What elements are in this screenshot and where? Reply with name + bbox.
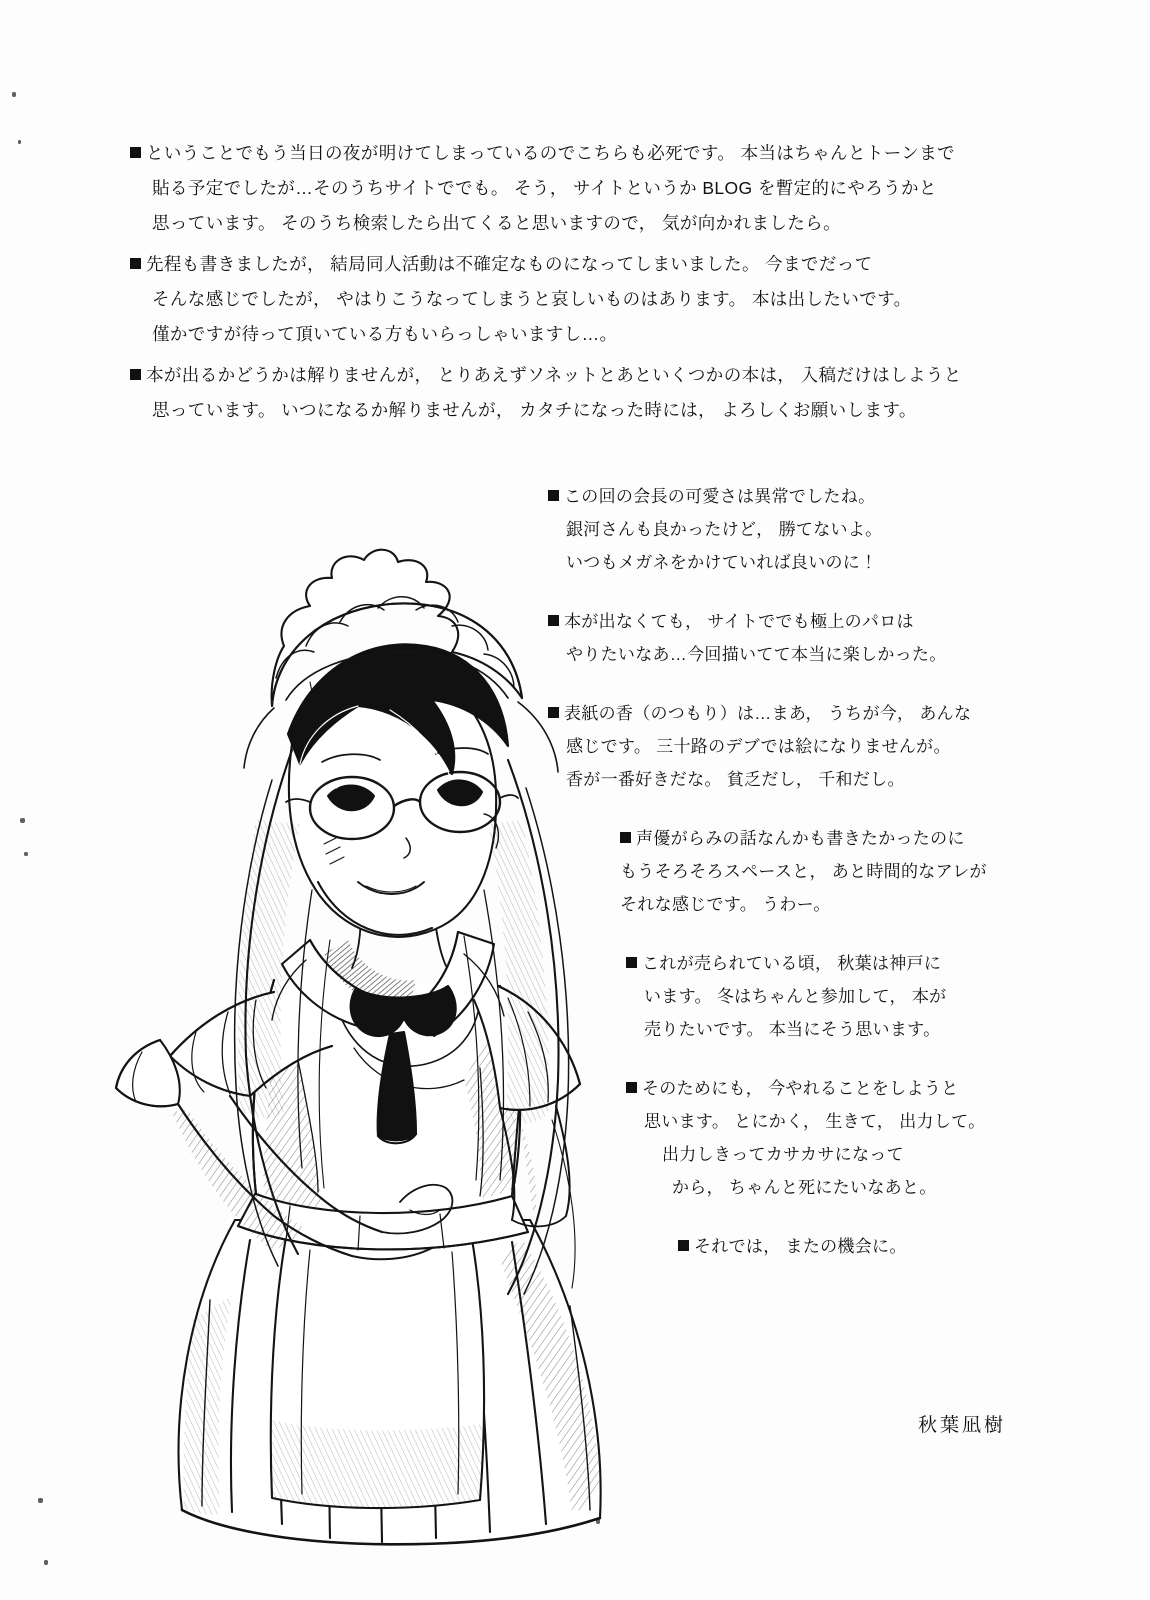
text-line: やりたいなあ…今回描いてて本当に楽しかった。 [566,645,947,664]
text-line: 思っています。 いつになるか解りませんが， カタチになった時には， よろしくお願いします。 [152,400,917,420]
text-line: から， ちゃんと死にたいなあと。 [672,1178,937,1197]
paragraph [548,605,1058,671]
text-line: 出力しきってカサカサになって [662,1145,904,1164]
text-line: います。 冬はちゃんと参加して， 本が [644,987,947,1006]
top-text-block [130,136,1030,434]
text-line: そのためにも， 今やれることをしようと [626,1072,1058,1105]
paragraph [548,1230,1058,1263]
author-signature: 秋葉凪樹 [918,1415,1007,1436]
scan-speck [44,1560,48,1565]
text-line: いつもメガネをかけていれば良いのに！ [566,553,878,572]
text-line: 銀河さんも良かったけど， 勝てないよ。 [566,520,883,539]
text-line: それな感じです。 うわー。 [620,895,831,914]
text-line: そんな感じでしたが， やはりこうなってしまうと哀しいものはあります。 本は出したいです。 [152,289,912,309]
text-line: もうそろそろスペースと， あと時間的なアレが [620,862,987,881]
paragraph [548,697,1058,796]
text-line: ということでもう当日の夜が明けてしまっているのでこちらも必死です。 本当はちゃんとトーンまで [130,136,1030,171]
scan-speck [24,852,28,856]
text-line: 声優がらみの話なんかも書きたかったのに [620,822,1058,855]
scan-speck [20,818,25,823]
paragraph [548,1072,1058,1204]
text-line: これが売られている頃， 秋葉は神戸に [626,947,1058,980]
paragraph [548,947,1058,1046]
text-line: それでは， またの機会に。 [678,1230,1058,1263]
text-line: 売りたいです。 本当にそう思います。 [644,1020,941,1039]
paragraph [548,480,1058,579]
text-line: 貼る予定でしたが…そのうちサイトででも。 そう， サイトというか BLOG を暫定的にやろうかと [152,178,937,198]
scan-speck [12,92,16,97]
scan-speck [18,140,21,144]
text-line: 思っています。 そのうち検索したら出てくると思いますので， 気が向かれましたら。 [152,213,841,233]
paragraph [548,822,1058,921]
text-line: 本が出るかどうかは解りませんが， とりあえずソネットとあといくつかの本は， 入稿だけはしようと [130,358,1030,393]
text-line: 感じです。 三十路のデブでは絵になりませんが。 [566,737,951,756]
paragraph [130,136,1030,241]
text-line: 香が一番好きだな。 貧乏だし， 千和だし。 [566,770,905,789]
text-line: 先程も書きましたが， 結局同人活動は不確定なものになってしまいました。 今までだって [130,247,1030,282]
text-line: 本が出なくても， サイトででも極上のパロは [548,605,1058,638]
text-line: 僅かですが待って頂いている方もいらっしゃいますし…。 [152,324,618,344]
text-line: 思います。 とにかく， 生きて， 出力して。 [644,1112,986,1131]
text-line: 表紙の香（のつもり）は…まあ， うちが今， あんな [548,697,1058,730]
paragraph [130,358,1030,428]
paragraph [130,247,1030,352]
right-text-block [548,480,1058,1289]
text-line: この回の会長の可愛さは異常でしたね。 [548,480,1058,513]
scan-speck [38,1498,43,1503]
